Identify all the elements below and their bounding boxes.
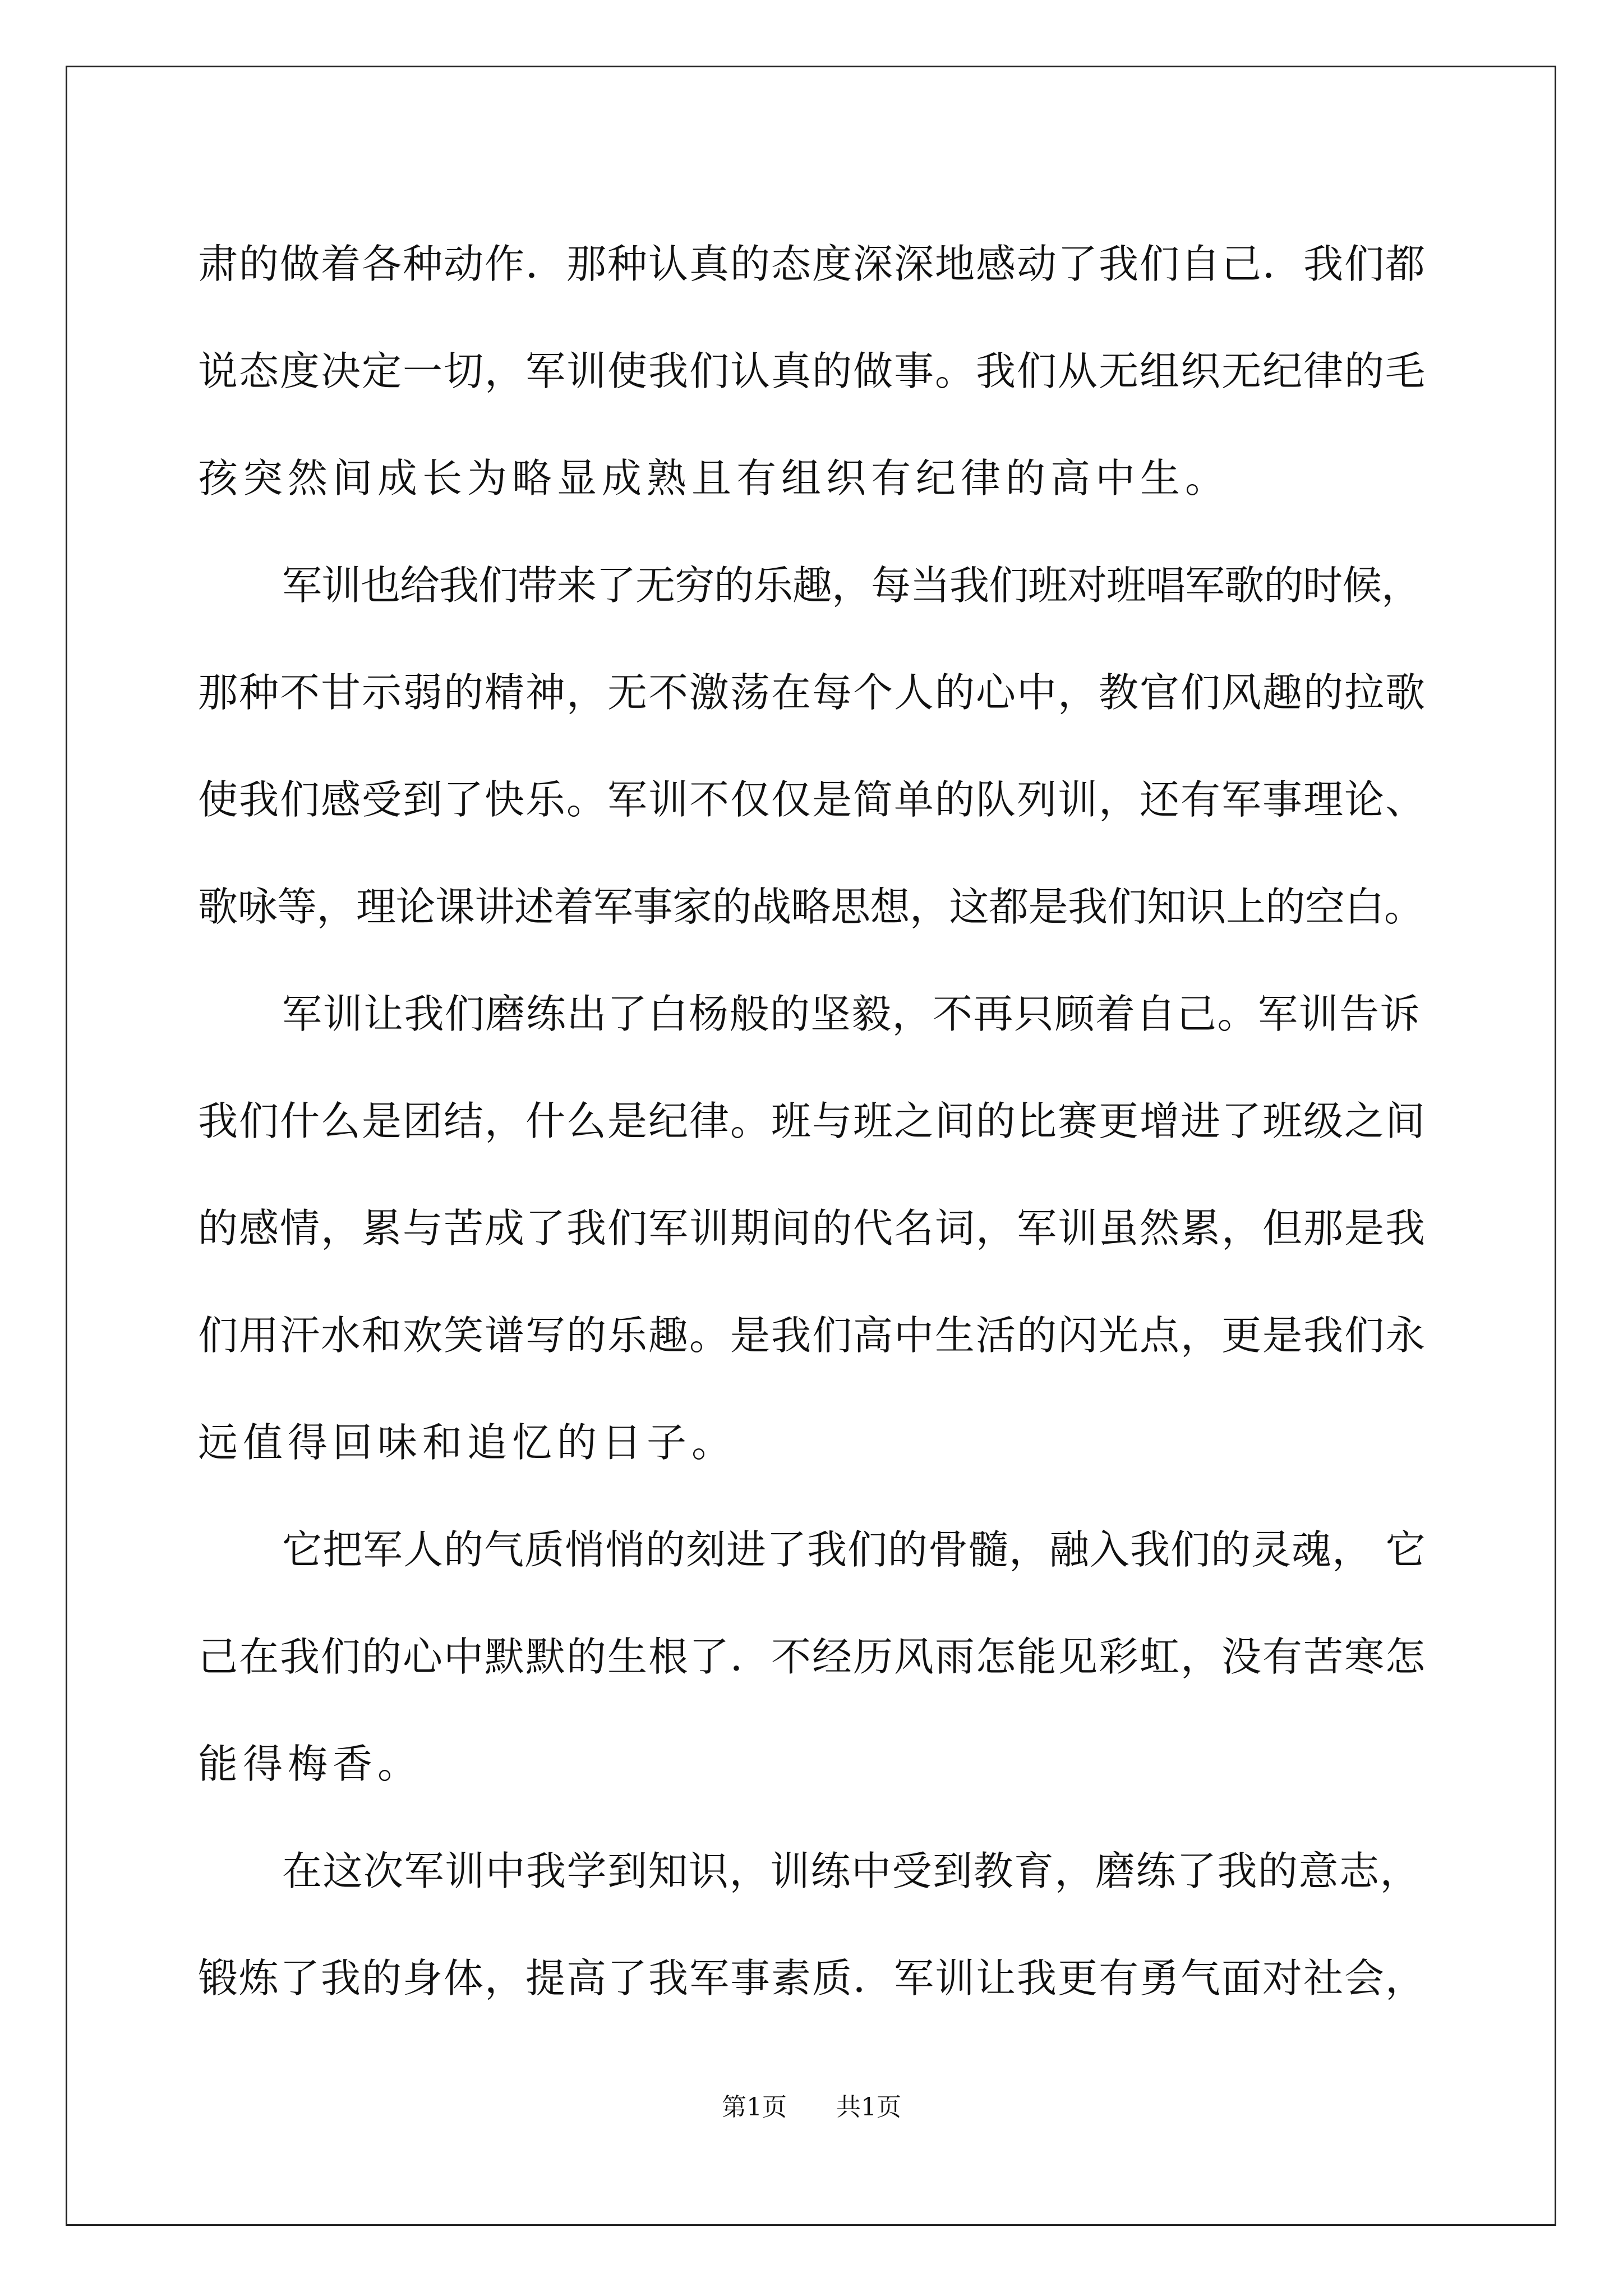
text-line: 它把军人的气质悄悄的刻进了我们的骨髓，融入我们的灵魂， 它 bbox=[282, 1526, 1426, 1573]
paragraph-4 bbox=[198, 1496, 1426, 1818]
text-line: 军训让我们磨练出了白杨般的坚毅，不再只顾着自己。军训告诉 bbox=[282, 991, 1421, 1037]
text-line: 锻炼了我的身体，提高了我军事素质．军训让我更有勇气面对社会， bbox=[198, 1955, 1427, 2001]
text-line: 的感情，累与苦成了我们军训期间的代名词，军训虽然累，但那是我 bbox=[198, 1205, 1427, 1251]
text-line: 能得梅香。 bbox=[198, 1741, 423, 1787]
text-line: 使我们感受到了快乐。军训不仅仅是简单的队列训，还有军事理论、 bbox=[198, 776, 1427, 823]
text-line: 说态度决定一切，军训使我们认真的做事。我们从无组织无纪律的毛 bbox=[198, 348, 1427, 394]
document-body bbox=[198, 210, 1426, 2032]
paragraph-5 bbox=[198, 1818, 1426, 2032]
text-line: 己在我们的心中默默的生根了．不经历风雨怎能见彩虹，没有苦寒怎 bbox=[198, 1634, 1427, 1680]
paragraph-1 bbox=[198, 210, 1426, 532]
text-line: 们用汗水和欢笑谱写的乐趣。是我们高中生活的闪光点，更是我们永 bbox=[198, 1312, 1427, 1359]
text-line: 肃的做着各种动作．那种认真的态度深深地感动了我们自己．我们都 bbox=[198, 241, 1427, 287]
paragraph-3 bbox=[198, 960, 1426, 1496]
text-line: 远值得回味和追忆的日子。 bbox=[198, 1419, 737, 1466]
paragraph-2 bbox=[198, 532, 1426, 960]
page-footer bbox=[0, 2087, 1623, 2123]
text-line: 军训也给我们带来了无穷的乐趣，每当我们班对班唱军歌的时候， bbox=[282, 562, 1421, 609]
text-line: 那种不甘示弱的精神，无不激荡在每个人的心中，教官们风趣的拉歌 bbox=[198, 669, 1427, 716]
text-line: 在这次军训中我学到知识，训练中受到教育，磨练了我的意志， bbox=[282, 1848, 1421, 1894]
text-line: 我们什么是团结，什么是纪律。班与班之间的比赛更增进了班级之间 bbox=[198, 1098, 1427, 1144]
page-number-current: 第1页 bbox=[722, 2093, 787, 2122]
page-number-total: 共1页 bbox=[836, 2093, 901, 2122]
text-line: 歌咏等，理论课讲述着军事家的战略思想，这都是我们知识上的空白。 bbox=[198, 884, 1424, 930]
text-line: 孩突然间成长为略显成熟且有组织有纪律的高中生。 bbox=[198, 455, 1230, 501]
